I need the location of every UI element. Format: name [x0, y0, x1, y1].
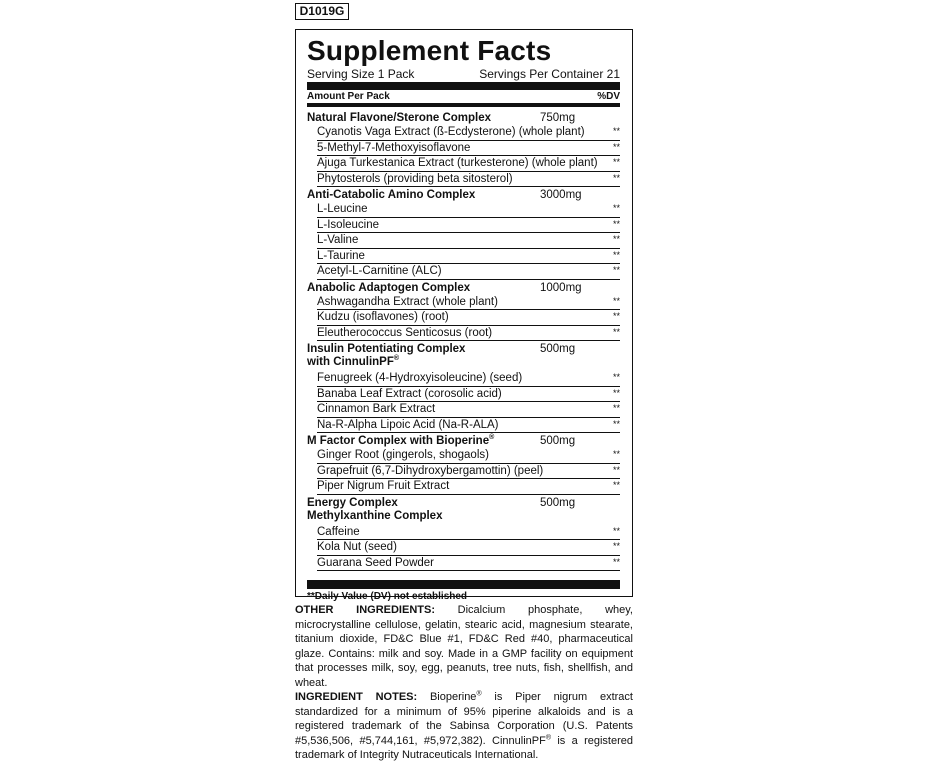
divider-bar-bottom	[307, 580, 620, 589]
complex-amount: 500mg	[540, 496, 576, 509]
ingredient-table	[307, 110, 620, 571]
complex-name-line2-text: Methylxanthine Complex	[307, 509, 443, 522]
complex-amount: 500mg	[540, 435, 576, 447]
complex-header	[307, 341, 620, 371]
ingredient-name: Banaba Leaf Extract (corosolic acid)	[317, 387, 502, 400]
notes-part2: is Piper nigrum extract standardized for a minimum of 95% piperine alkaloids and is a registered trademark of the Sabinsa Corporation (U.S. Patents #5,536,506, #5,744,161, #5,972,382). CinnulinPF	[295, 691, 633, 747]
complex-amount: 3000mg	[540, 189, 582, 201]
ingredient-row	[317, 233, 620, 249]
complex-name-text: Natural Flavone/Sterone Complex	[307, 112, 492, 124]
ingredient-row	[317, 448, 620, 464]
ingredient-row	[317, 264, 620, 280]
complex-name-line2	[307, 356, 540, 369]
ingredient-name: Ginger Root (gingerols, shogaols)	[317, 449, 489, 461]
supplement-facts-panel	[295, 29, 633, 602]
complex-header	[307, 280, 620, 295]
ingredient-name: L-Taurine	[317, 249, 365, 262]
ingredient-row	[317, 125, 620, 141]
ingredient-name: Cyanotis Vaga Extract (ß-Ecdysterone) (whole plant)	[317, 126, 585, 138]
ingredient-row	[317, 525, 620, 541]
ingredient-row	[317, 326, 620, 342]
ingredient-name: Kola Nut (seed)	[317, 541, 397, 553]
ingredient-dv: **	[612, 295, 620, 306]
ingredient-row	[317, 310, 620, 326]
ingredient-name: Piper Nigrum Fruit Extract	[317, 480, 450, 492]
ingredient-name: L-Valine	[317, 234, 359, 246]
ingredient-name: Kudzu (isoflavones) (root)	[317, 311, 449, 323]
ingredient-dv: **	[612, 387, 620, 398]
ingredient-dv: **	[612, 372, 620, 382]
ingredient-row	[317, 540, 620, 556]
complex-name-line1: Insulin Potentiating Complex	[307, 343, 466, 355]
ingredient-row	[317, 295, 620, 311]
ingredient-row	[317, 479, 620, 495]
ingredient-row	[317, 141, 620, 157]
ingredient-dv: **	[612, 418, 620, 429]
divider-bar	[307, 82, 620, 90]
complex-name-text: Anti-Catabolic Amino Complex	[307, 189, 476, 201]
product-code: D1019G	[295, 3, 349, 20]
complex-amount: 750mg	[540, 112, 576, 124]
dv-footnote: **Daily Value (DV) not established	[307, 591, 468, 602]
ingredient-name: L-Leucine	[317, 203, 368, 215]
ingredient-dv: **	[612, 172, 620, 183]
reg-mark: ®	[393, 355, 400, 363]
notes-part3: is a registered trademark of Integrity Nutraceuticals International.	[295, 734, 633, 762]
ingredient-name: Ashwagandha Extract (whole plant)	[317, 295, 498, 308]
ingredient-dv: **	[612, 556, 620, 567]
ingredient-row	[317, 249, 620, 265]
other-ingredients-text: Dicalcium phosphate, whey, microcrystalline cellulose, gelatin, stearic acid, magnesium stearate, titanium dioxide, FD&C Blue #1, FD&C Red #40, pharmaceutical glaze. Contains: milk and soy. Made in a GMP facility on equipment that processes milk, soy, egg, peanuts, tree nuts, fish, shellfish, and wheat.	[295, 604, 633, 689]
complex-name	[307, 497, 540, 525]
ingredient-dv: **	[612, 234, 620, 244]
ingredient-dv: **	[612, 203, 620, 213]
complex-name-text: Anabolic Adaptogen Complex	[307, 281, 471, 294]
ingredient-name: Acetyl-L-Carnitine (ALC)	[317, 265, 442, 277]
ingredient-name: Ajuga Turkestanica Extract (turkesterone) (whole plant)	[317, 157, 598, 169]
ingredient-name: Phytosterols (providing beta sitosterol)	[317, 172, 513, 185]
ingredient-dv: **	[612, 311, 620, 321]
reg-mark: ®	[476, 690, 482, 698]
notes-part1: Bioperine	[429, 691, 477, 703]
complex-name-line2	[307, 510, 540, 523]
ingredient-name: Cinnamon Bark Extract	[317, 403, 436, 415]
ingredient-name: L-Isoleucine	[317, 218, 380, 231]
ingredient-row	[317, 371, 620, 387]
ingredient-notes-label: INGREDIENT NOTES:	[295, 691, 418, 703]
ingredient-row	[317, 156, 620, 172]
ingredient-name: Fenugreek (4-Hydroxyisoleucine) (seed)	[317, 372, 523, 384]
ingredient-row	[317, 402, 620, 418]
reg-mark: ®	[545, 734, 551, 742]
ingredient-row	[317, 218, 620, 234]
complex-header	[307, 110, 620, 125]
ingredient-dv: **	[612, 218, 620, 229]
complex-header	[307, 433, 620, 448]
ingredient-row	[317, 418, 620, 434]
ingredient-name: Eleutherococcus Senticosus (root)	[317, 326, 493, 339]
reg-mark: ®	[489, 434, 495, 442]
complex-name-line2-text: with CinnulinPF	[307, 356, 394, 368]
ingredient-name: Guarana Seed Powder	[317, 556, 434, 569]
complex-name	[307, 112, 540, 125]
ingredient-row	[317, 556, 620, 572]
complex-name-text: M Factor Complex with Bioperine	[307, 435, 490, 447]
other-ingredients	[295, 603, 633, 691]
ingredient-dv: **	[612, 126, 620, 136]
amount-header-row	[307, 90, 620, 107]
ingredient-dv: **	[612, 525, 620, 536]
serving-info	[307, 67, 620, 81]
ingredient-dv: **	[612, 265, 620, 275]
complex-name	[307, 282, 540, 295]
complex-amount: 500mg	[540, 343, 576, 355]
ingredient-name: Na-R-Alpha Lipoic Acid (Na-R-ALA)	[317, 418, 499, 431]
ingredient-name: Caffeine	[317, 525, 360, 538]
complex-name	[307, 435, 540, 448]
ingredient-dv: **	[612, 249, 620, 260]
complex-name	[307, 343, 540, 371]
dv-header: %DV	[597, 91, 620, 102]
complex-header	[307, 187, 620, 202]
ingredient-row	[317, 464, 620, 480]
ingredient-dv: **	[612, 464, 620, 475]
other-ingredients-label: OTHER INGREDIENTS:	[295, 604, 435, 616]
ingredient-dv: **	[612, 449, 620, 459]
serving-size: Serving Size 1 Pack	[307, 67, 415, 81]
ingredient-name: 5-Methyl-7-Methoxyisoflavone	[317, 141, 471, 154]
ingredient-row	[317, 202, 620, 218]
ingredient-dv: **	[612, 141, 620, 152]
ingredient-dv: **	[612, 326, 620, 337]
complex-header	[307, 495, 620, 525]
ingredient-name: Grapefruit (6,7-Dihydroxybergamottin) (peel)	[317, 464, 544, 477]
ingredient-dv: **	[612, 403, 620, 413]
ingredient-row	[317, 387, 620, 403]
ingredient-dv: **	[612, 541, 620, 551]
ingredient-dv: **	[612, 480, 620, 490]
complex-amount: 1000mg	[540, 281, 582, 294]
complex-name	[307, 189, 540, 202]
ingredient-notes	[295, 690, 633, 763]
ingredient-dv: **	[612, 157, 620, 167]
servings-per-container: Servings Per Container 21	[479, 67, 620, 81]
ingredient-row	[317, 172, 620, 188]
panel-title: Supplement Facts	[307, 35, 552, 66]
amount-header: Amount Per Pack	[307, 91, 390, 102]
complex-name-line1: Energy Complex	[307, 496, 398, 509]
